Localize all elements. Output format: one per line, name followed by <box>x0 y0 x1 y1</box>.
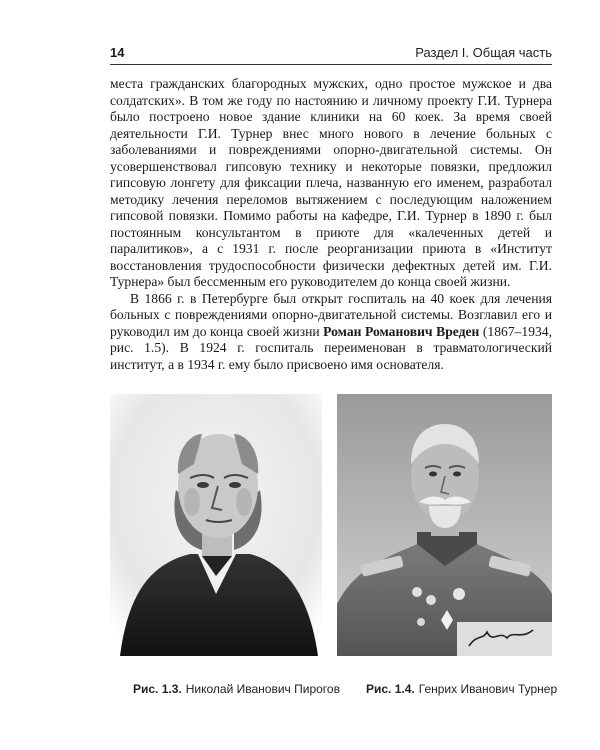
figure-label: Рис. 1.4. <box>366 682 415 696</box>
figure-caption-text: Генрих Иванович Турнер <box>418 682 558 696</box>
body-text <box>110 76 552 373</box>
figure-caption <box>133 682 340 696</box>
portrait-turner-image <box>337 394 552 656</box>
figure-label: Рис. 1.3. <box>133 682 182 696</box>
paragraph-text: В 1866 г. в Петербурге был открыт госпиталь на 40 коек для лечения больных с повреждениями опорно-двигательной системы. Возглавил его и руководил им до конца своей жизни <box>110 290 552 339</box>
figure-caption <box>366 682 557 696</box>
person-name: Роман Романович Вреден <box>323 323 480 339</box>
page-header <box>110 42 552 65</box>
paragraph <box>110 291 552 374</box>
figure-caption-text: Николай Иванович Пирогов <box>185 682 340 696</box>
portrait-turner <box>337 394 552 656</box>
section-title: Раздел I. Общая часть <box>415 45 552 60</box>
paragraph: места гражданских благородных мужских, одно простое мужское и два солдатских». В том же году по настоянию и личному проекту Г.И. Турнера было построено новое здание клиники на 60 коек. За время своей деятельности Г.И. Турнер внес много нового в лечение больных с заболеваниями и повреждениями опорно-двигательной системы. Он усовершенствовал гипсовую технику и некоторые повязки, предложил гипсовую лонгету для фиксации плеча, названную его именем, разработал методику лечения переломов вытяжением с последующим наложением гипсовой повязки. Помимо работы на кафедре, Г.И. Турнер в 1890 г. был постоянным консультантом в приюте для «калеченных детей и паралитиков», а с 1931 г. после реорганизации приюта в «Институт восстановления трудоспособности физически дефектных детей им. Г.И. Турнера» был бессменным его руководителем до конца своей жизни. <box>110 76 552 289</box>
portrait-pirogov <box>110 394 322 656</box>
page-number: 14 <box>110 45 125 60</box>
portrait-pirogov-image <box>110 394 322 656</box>
paragraph-text: (1867–1934, рис. 1.5). В 1924 г. госпиталь переименован в травматологический институт, а в 1934 г. ему было присвоено имя основателя. <box>110 323 552 372</box>
